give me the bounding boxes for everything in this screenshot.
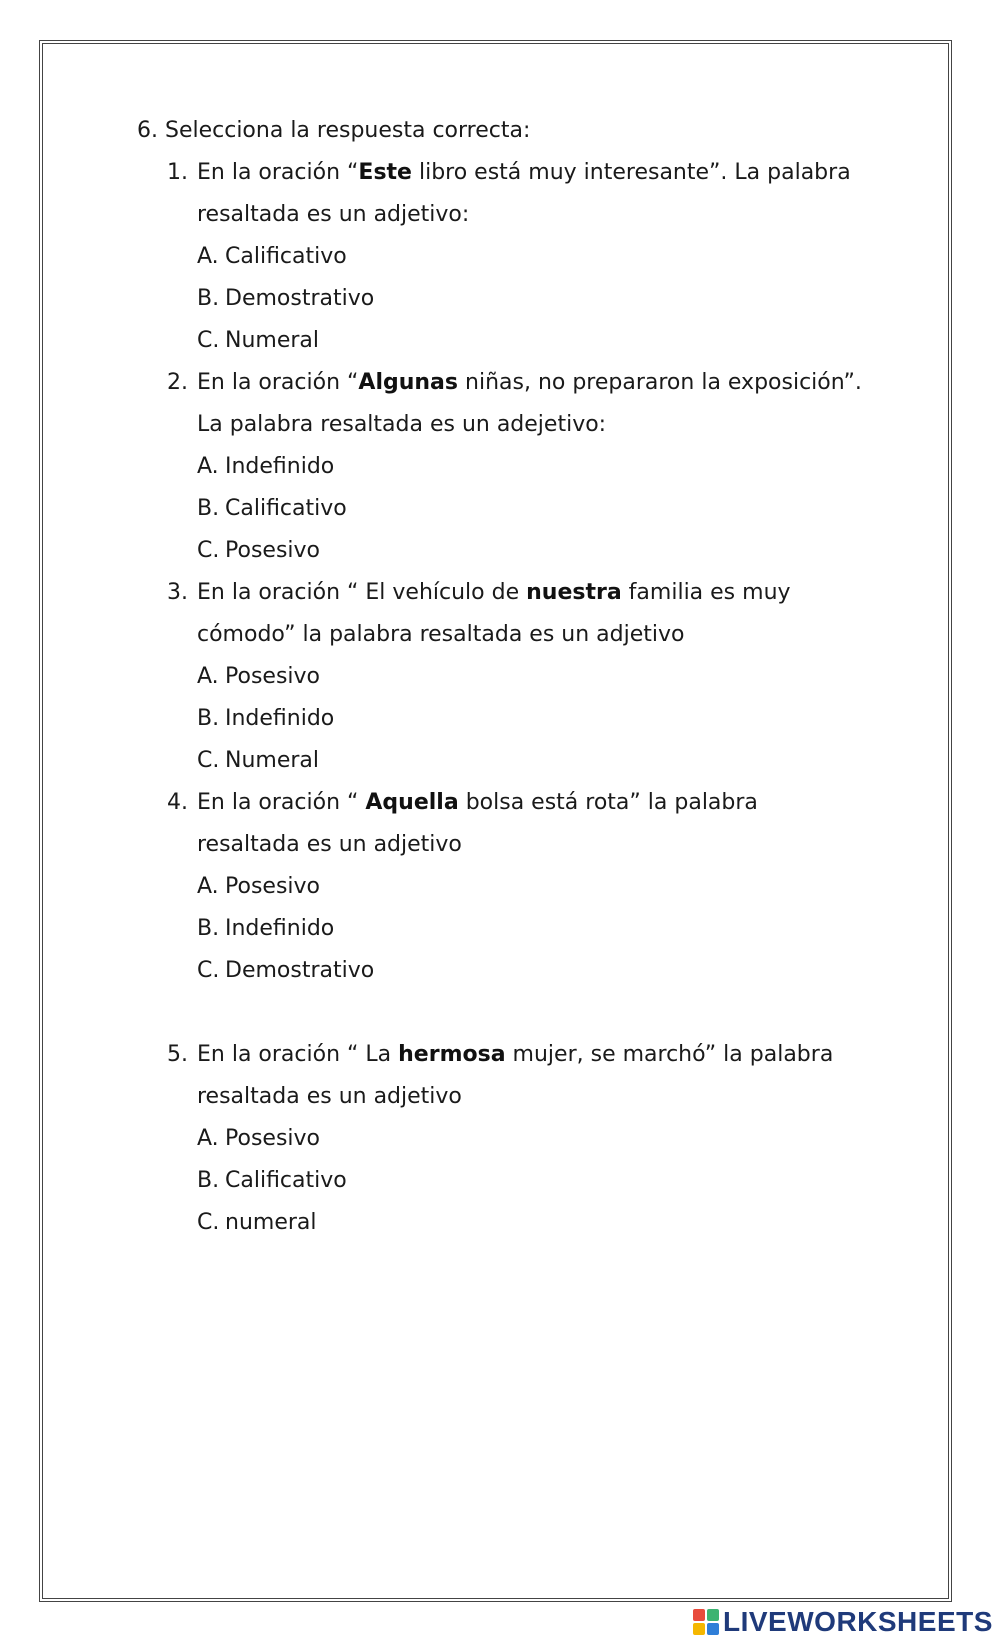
highlighted-word: Algunas [358, 370, 459, 395]
question-number: 5. [167, 1042, 188, 1067]
question-prompt-continued: resaltada es un adjetivo [197, 1084, 462, 1109]
option-text: Indefinido [225, 454, 335, 479]
question-number: 4. [167, 790, 188, 815]
option-letter: B. [197, 1168, 220, 1193]
highlighted-word: nuestra [526, 580, 622, 605]
option-letter: A. [197, 664, 219, 689]
question-5 [137, 1034, 917, 1244]
option-text: Numeral [225, 328, 320, 353]
answer-option-a[interactable] [137, 866, 917, 908]
option-letter: C. [197, 538, 220, 563]
question-prompt-continued: La palabra resaltada es un adejetivo: [197, 412, 607, 437]
option-letter: B. [197, 286, 220, 311]
question-text-pre: En la oración “ La [197, 1042, 399, 1067]
worksheet-content [137, 110, 917, 1244]
answer-option-b[interactable] [137, 698, 917, 740]
highlighted-word: hermosa [398, 1042, 506, 1067]
option-text: Calificativo [225, 496, 347, 521]
option-letter: A. [197, 454, 219, 479]
question-4 [137, 782, 917, 992]
option-text: Posesivo [225, 538, 320, 563]
question-number: 2. [167, 370, 188, 395]
answer-option-b[interactable] [137, 278, 917, 320]
question-1 [137, 152, 917, 362]
option-letter: B. [197, 706, 220, 731]
option-letter: A. [197, 244, 219, 269]
logo-square-icon [693, 1609, 705, 1621]
answer-option-c[interactable] [137, 1202, 917, 1244]
question-text-post: niñas, no prepararon la exposición”. [458, 370, 862, 395]
question-prompt-continued: cómodo” la palabra resaltada es un adjetivo [197, 622, 685, 647]
logo-square-icon [693, 1623, 705, 1635]
highlighted-word: Este [358, 160, 412, 185]
option-letter: C. [197, 958, 220, 983]
answer-option-b[interactable] [137, 488, 917, 530]
spacer [137, 992, 917, 1034]
exercise-heading: 6. Selecciona la respuesta correcta: [137, 118, 531, 143]
option-letter: C. [197, 748, 220, 773]
question-text-post: libro está muy interesante”. La palabra [411, 160, 851, 185]
question-prompt [137, 362, 917, 404]
answer-option-a[interactable] [137, 446, 917, 488]
answer-option-b[interactable] [137, 1160, 917, 1202]
question-text-pre: En la oración “ El vehículo de [197, 580, 527, 605]
answer-option-c[interactable] [137, 320, 917, 362]
option-letter: B. [197, 916, 220, 941]
answer-option-c[interactable] [137, 950, 917, 992]
highlighted-word: Aquella [365, 790, 459, 815]
option-letter: A. [197, 874, 219, 899]
answer-option-a[interactable] [137, 1118, 917, 1160]
question-prompt [137, 572, 917, 614]
question-2 [137, 362, 917, 572]
answer-option-b[interactable] [137, 908, 917, 950]
liveworksheets-mark-icon [693, 1609, 719, 1635]
liveworksheets-logo[interactable] [693, 1605, 993, 1639]
option-letter: A. [197, 1126, 219, 1151]
question-text-post: mujer, se marchó” la palabra [505, 1042, 834, 1067]
option-text: Indefinido [225, 916, 335, 941]
option-text: Demostrativo [225, 286, 375, 311]
option-text: numeral [225, 1210, 317, 1235]
question-prompt-continued: resaltada es un adjetivo [197, 832, 462, 857]
answer-option-a[interactable] [137, 236, 917, 278]
question-prompt [137, 152, 917, 194]
logo-square-icon [707, 1609, 719, 1621]
option-text: Indefinido [225, 706, 335, 731]
option-text: Posesivo [225, 1126, 320, 1151]
option-text: Demostrativo [225, 958, 375, 983]
option-text: Posesivo [225, 664, 320, 689]
answer-option-c[interactable] [137, 740, 917, 782]
option-letter: C. [197, 1210, 220, 1235]
question-text-pre: En la oración “ [197, 370, 359, 395]
question-prompt-continued: resaltada es un adjetivo: [197, 202, 470, 227]
question-text-post: bolsa está rota” la palabra [458, 790, 758, 815]
question-number: 3. [167, 580, 188, 605]
answer-option-a[interactable] [137, 656, 917, 698]
option-letter: C. [197, 328, 220, 353]
logo-text: LIVEWORKSHEETS [723, 1606, 993, 1637]
logo-square-icon [707, 1623, 719, 1635]
answer-option-c[interactable] [137, 530, 917, 572]
question-number: 1. [167, 160, 188, 185]
question-text-post: familia es muy [621, 580, 791, 605]
option-text: Calificativo [225, 244, 347, 269]
question-prompt [137, 1034, 917, 1076]
question-text-pre: En la oración “ [197, 160, 359, 185]
option-text: Calificativo [225, 1168, 347, 1193]
option-letter: B. [197, 496, 220, 521]
option-text: Numeral [225, 748, 320, 773]
question-text-pre: En la oración “ [197, 790, 366, 815]
question-prompt [137, 782, 917, 824]
option-text: Posesivo [225, 874, 320, 899]
question-3 [137, 572, 917, 782]
